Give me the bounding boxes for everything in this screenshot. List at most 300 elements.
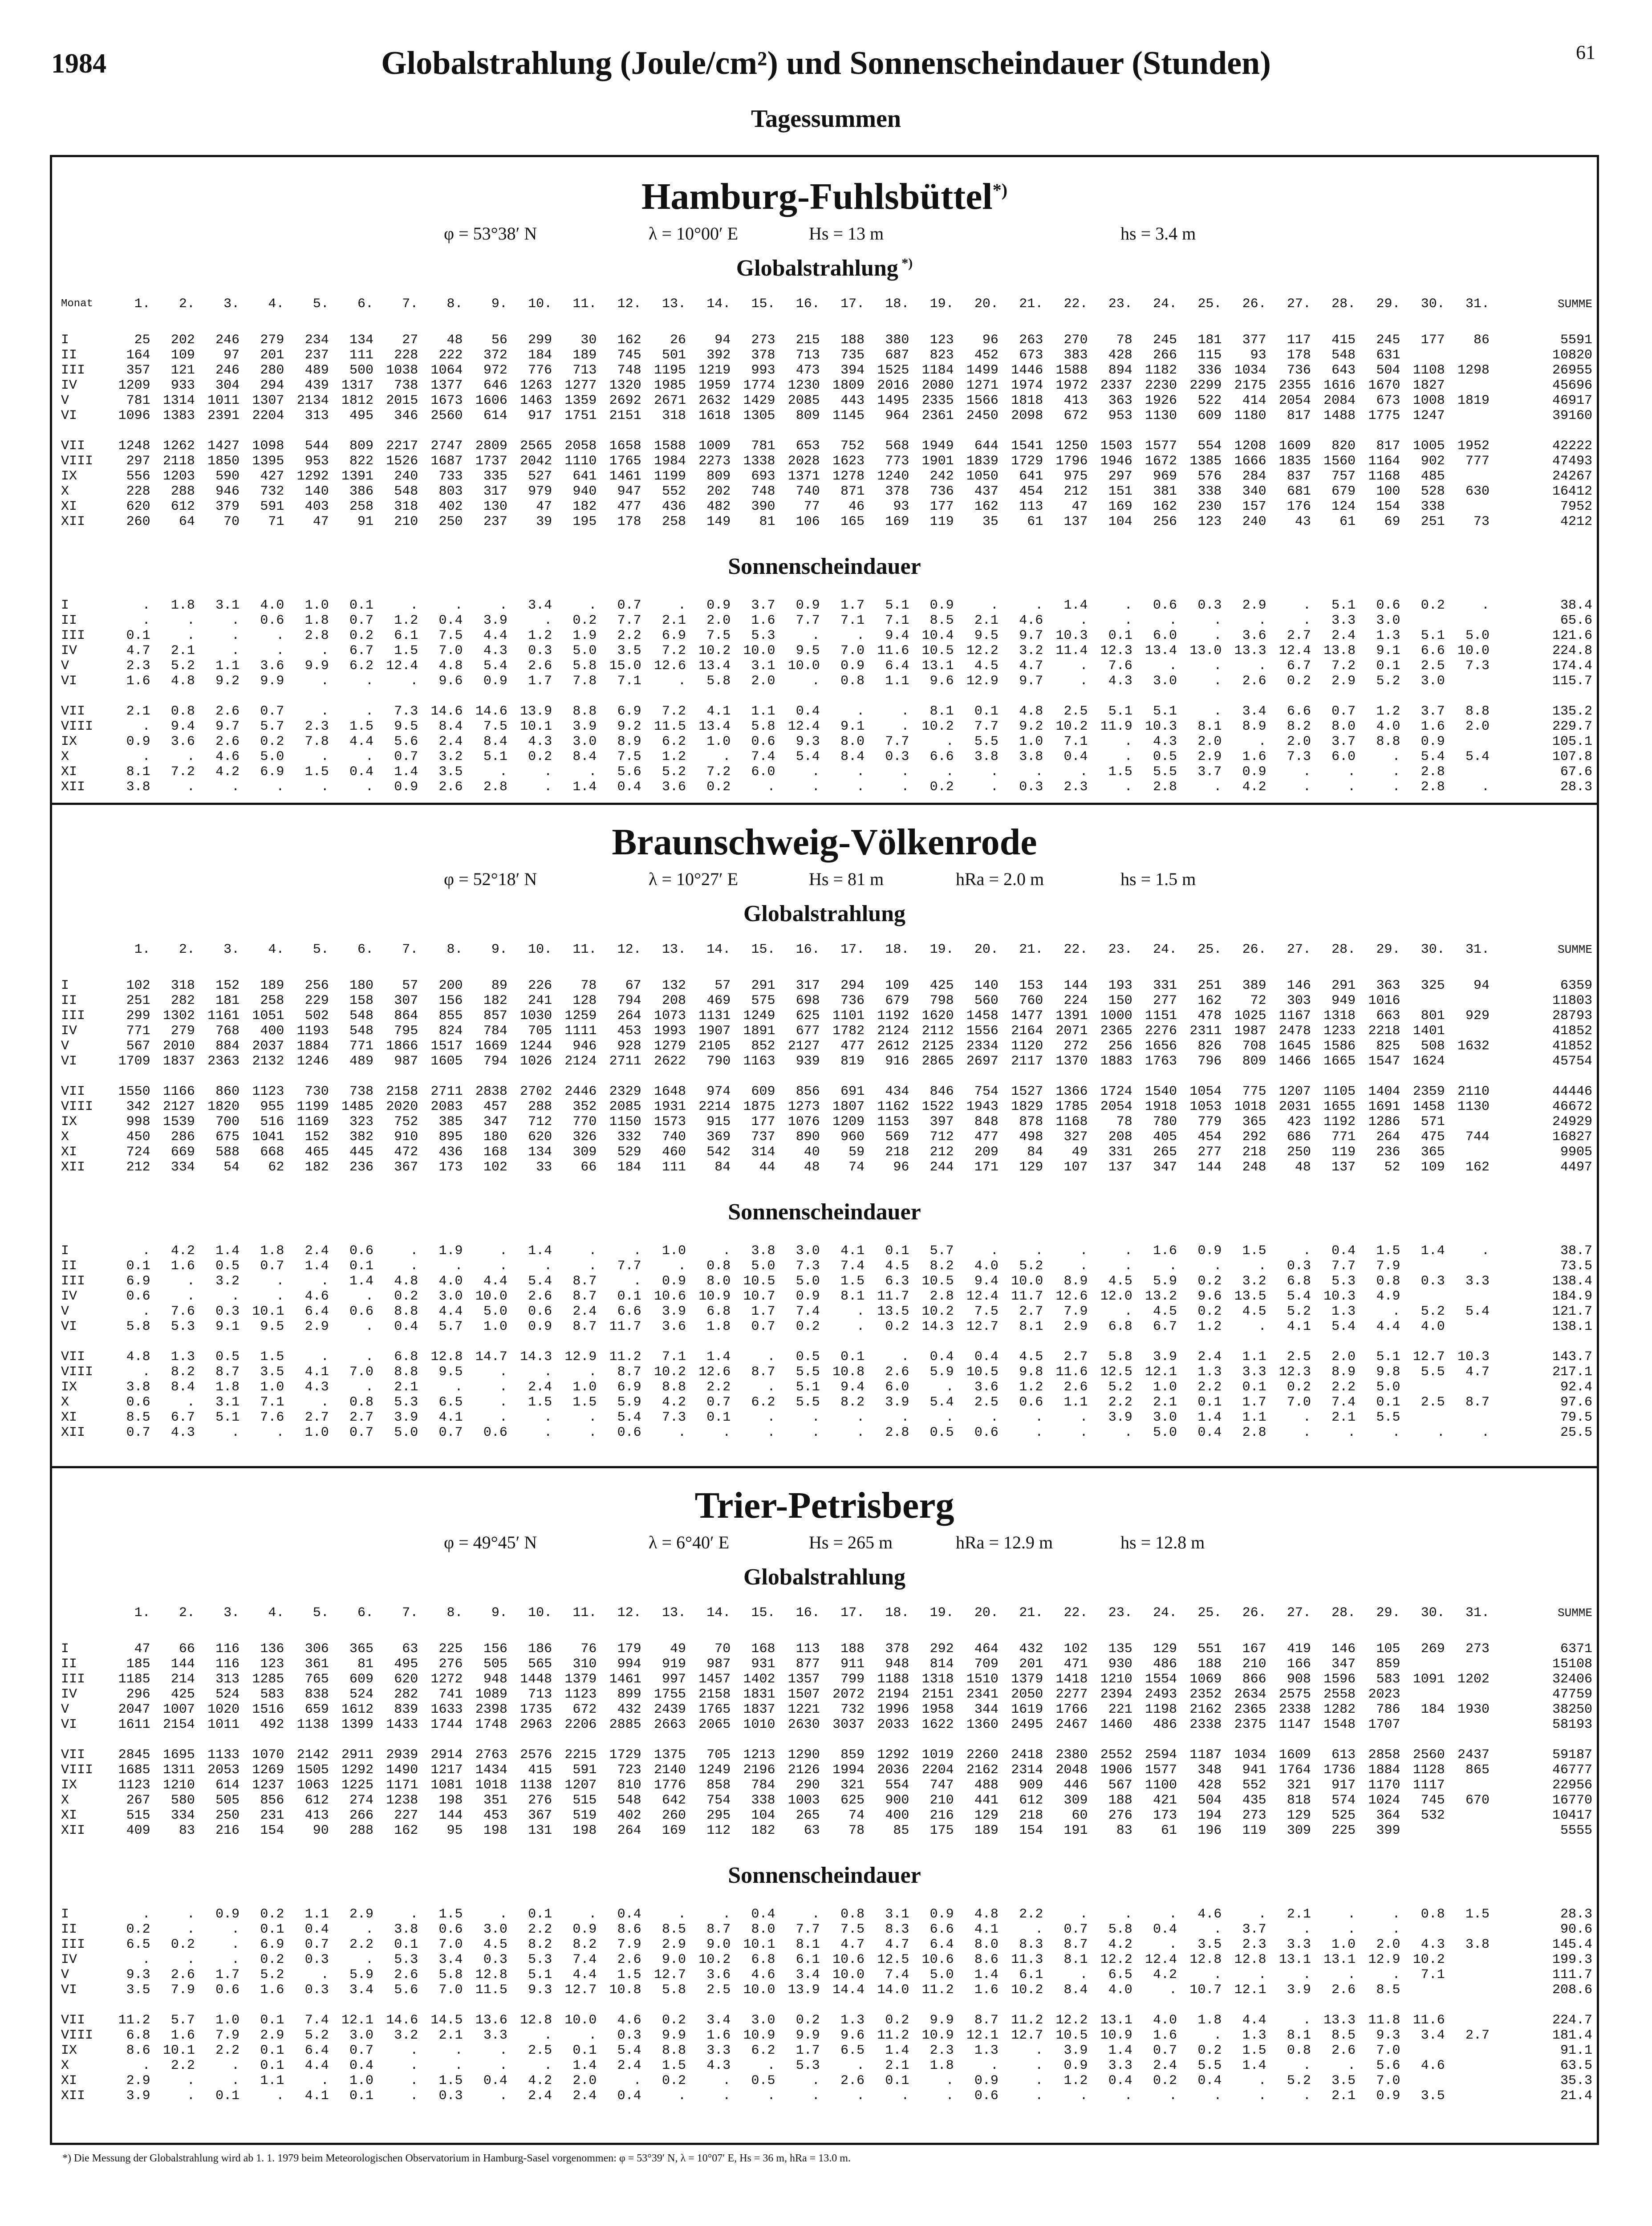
- day-value: 97: [223, 348, 240, 363]
- day-value: 49: [1072, 1145, 1088, 1160]
- day-value: .: [1214, 780, 1222, 795]
- day-value: 198: [438, 1793, 463, 1808]
- day-value: 4.2: [215, 764, 240, 780]
- day-value: 394: [840, 363, 865, 378]
- day-value: 505: [215, 1793, 240, 1808]
- day-value: 61: [1161, 1823, 1177, 1838]
- day-value: 0.9: [662, 1274, 686, 1289]
- day-value: 817: [1287, 408, 1311, 423]
- day-value: 8.7: [751, 1365, 775, 1380]
- day-value: 2.5: [528, 2043, 552, 2058]
- day-value: .: [365, 704, 373, 719]
- day-value: 182: [483, 993, 507, 1008]
- day-value: 501: [662, 348, 686, 363]
- day-value: 1.3: [974, 2043, 999, 2058]
- day-value: 0.1: [617, 1289, 641, 1304]
- day-value: .: [187, 1922, 195, 1937]
- day-value: 1008: [1413, 393, 1445, 408]
- day-column-header: 26.: [1242, 297, 1266, 312]
- day-value: 117: [1287, 333, 1311, 348]
- day-value: 2.3: [304, 719, 329, 734]
- day-value: [1400, 613, 1445, 628]
- day-value: 2020: [386, 1099, 418, 1114]
- day-value: 929: [1465, 1008, 1490, 1024]
- month-label: III: [61, 1008, 85, 1024]
- day-value: 291: [1331, 978, 1356, 993]
- day-value: 3.6: [260, 658, 284, 674]
- day-value: 10.2: [698, 1952, 731, 1967]
- day-value: 286: [170, 1129, 195, 1145]
- day-value: 1167: [1279, 1008, 1311, 1024]
- day-value: 137: [1063, 514, 1088, 529]
- day-value: 5.7: [260, 719, 284, 734]
- day-value: 5.7: [438, 1319, 463, 1334]
- day-value: 2134: [296, 393, 329, 408]
- day-value: 3.5: [1197, 1937, 1222, 1952]
- day-value: 13.9: [787, 1982, 820, 1998]
- day-value: 469: [706, 993, 731, 1008]
- day-value: 565: [528, 1657, 552, 1672]
- day-value: 2124: [564, 1054, 597, 1069]
- day-value: 5.5: [1197, 2058, 1222, 2073]
- month-label: XI: [61, 1808, 77, 1823]
- day-value: 0.4: [617, 2088, 641, 2104]
- day-value: 212: [1063, 484, 1088, 499]
- spacer-row: [57, 317, 1592, 333]
- table-row: [57, 1425, 1592, 1440]
- day-value: 2175: [1234, 378, 1266, 393]
- day-value: .: [1258, 1967, 1266, 1982]
- day-value: .: [990, 598, 999, 613]
- day-value: 809: [796, 408, 820, 423]
- day-value: 1246: [296, 1054, 329, 1069]
- day-value: 6.1: [394, 628, 418, 643]
- day-value: 1.3: [1331, 1304, 1356, 1319]
- day-value: 2.0: [1465, 719, 1490, 734]
- day-value: 210: [930, 1793, 954, 1808]
- day-value: 130: [483, 499, 507, 514]
- globalstrahlung-heading: Globalstrahlung: [743, 1564, 906, 1590]
- day-value: 273: [1242, 1808, 1266, 1823]
- day-value: 8.1: [126, 764, 150, 780]
- day-value: 1566: [966, 393, 999, 408]
- day-value: 113: [1019, 499, 1043, 514]
- day-value: .: [142, 1304, 150, 1319]
- day-value: 2575: [1279, 1687, 1311, 1702]
- day-value: .: [812, 764, 820, 780]
- table-row: [57, 734, 1592, 749]
- day-value: 6.6: [930, 749, 954, 764]
- day-value: 1766: [1055, 1702, 1088, 1717]
- day-value: 402: [438, 499, 463, 514]
- day-value: 0.9: [796, 1289, 820, 1304]
- day-value: 0.1: [215, 2088, 240, 2104]
- day-value: 0.6: [349, 1304, 373, 1319]
- day-value: [1445, 2043, 1490, 2058]
- day-value: 5.8: [751, 719, 775, 734]
- day-value: 2204: [921, 1763, 954, 1778]
- table-row: [57, 333, 1592, 348]
- day-value: 12.5: [877, 1952, 909, 1967]
- day-value: 2.0: [1376, 1937, 1400, 1952]
- day-value: 180: [483, 1129, 507, 1145]
- day-value: 5.4: [528, 1274, 552, 1289]
- day-value: 810: [617, 1778, 641, 1793]
- day-value: 0.9: [840, 658, 865, 674]
- coordinate-value: Hs = 265 m: [809, 1532, 893, 1552]
- month-label: II: [61, 348, 77, 363]
- day-value: 1.0: [304, 598, 329, 613]
- day-value: 2763: [475, 1747, 507, 1763]
- row-total: 224.8: [1552, 643, 1592, 658]
- day-value: .: [1124, 2088, 1132, 2104]
- day-value: .: [1124, 1243, 1132, 1259]
- day-value: 1399: [341, 1717, 373, 1732]
- day-value: .: [589, 2028, 597, 2043]
- day-value: 5.3: [528, 1952, 552, 1967]
- day-value: 162: [1197, 993, 1222, 1008]
- day-value: 9.5: [394, 719, 418, 734]
- day-value: 105: [1376, 1641, 1400, 1657]
- day-value: 457: [483, 1099, 507, 1114]
- day-value: 2439: [653, 1702, 686, 1717]
- summe-column-header: SUMME: [1557, 297, 1592, 311]
- day-value: 7.1: [662, 1349, 686, 1365]
- day-value: 2365: [1100, 1024, 1132, 1039]
- day-value: [1445, 1823, 1490, 1838]
- day-value: 709: [974, 1657, 999, 1672]
- day-value: 2.2: [528, 1922, 552, 1937]
- table-row: [57, 1054, 1592, 1069]
- day-value: 5.4: [930, 1395, 954, 1410]
- day-value: 1053: [1189, 1099, 1222, 1114]
- day-value: 915: [706, 1114, 731, 1129]
- day-value: 4.7: [885, 1937, 909, 1952]
- day-value: 12.9: [966, 674, 999, 689]
- day-value: 10.2: [921, 719, 954, 734]
- day-value: .: [1214, 674, 1222, 689]
- day-value: 0.1: [126, 1259, 150, 1274]
- day-column-header: 10.: [528, 1605, 552, 1621]
- day-value: 760: [1019, 993, 1043, 1008]
- day-value: 177: [930, 499, 954, 514]
- day-value: 5.2: [170, 658, 195, 674]
- day-value: 5.0: [483, 1304, 507, 1319]
- day-value: 1007: [162, 1702, 195, 1717]
- day-value: .: [1348, 1967, 1356, 1982]
- month-label: VI: [61, 1054, 77, 1069]
- day-value: [1445, 1319, 1490, 1334]
- day-value: .: [1258, 2073, 1266, 2088]
- day-column-header: 25.: [1197, 297, 1222, 312]
- day-value: 9.5: [974, 628, 999, 643]
- day-column-header: 8.: [446, 1605, 463, 1621]
- day-value: 2446: [564, 1084, 597, 1099]
- day-value: 1875: [743, 1099, 775, 1114]
- table-row: [57, 1967, 1592, 1982]
- day-value: 12.4: [966, 1289, 999, 1304]
- day-value: .: [365, 1289, 373, 1304]
- coordinate-value: hs = 12.8 m: [1120, 1532, 1205, 1552]
- day-value: 15.0: [609, 658, 641, 674]
- day-value: 1.8: [170, 598, 195, 613]
- day-value: 0.4: [1153, 1922, 1177, 1937]
- day-value: 12.7: [564, 1982, 597, 1998]
- day-value: 5.0: [394, 1425, 418, 1440]
- day-column-header: 1.: [134, 297, 150, 312]
- day-column-header: 16.: [796, 1605, 820, 1621]
- day-value: 76: [580, 1641, 597, 1657]
- day-value: 0.3: [617, 2028, 641, 2043]
- day-value: 265: [1153, 1145, 1177, 1160]
- day-value: 946: [215, 484, 240, 499]
- day-value: 2478: [1279, 1024, 1311, 1039]
- day-value: 8.4: [483, 734, 507, 749]
- day-value: 946: [572, 1039, 597, 1054]
- coordinate-value: φ = 52°18′ N: [444, 869, 537, 889]
- day-value: 129: [1019, 1160, 1043, 1175]
- day-value: 12.9: [1368, 1952, 1400, 1967]
- day-value: 1737: [475, 454, 507, 469]
- day-value: 1.6: [1242, 749, 1266, 764]
- day-value: 1622: [921, 1717, 954, 1732]
- day-value: 817: [1376, 439, 1400, 454]
- day-value: 1123: [118, 1778, 150, 1793]
- day-value: 1219: [698, 363, 731, 378]
- day-value: .: [499, 1907, 507, 1922]
- day-value: 2.6: [215, 704, 240, 719]
- day-value: .: [321, 674, 329, 689]
- day-value: 486: [1153, 1717, 1177, 1732]
- day-value: 8.8: [1376, 734, 1400, 749]
- day-value: 12.7: [966, 1319, 999, 1334]
- day-value: 4.3: [304, 1380, 329, 1395]
- day-value: 7.9: [617, 1937, 641, 1952]
- day-value: 884: [215, 1039, 240, 1054]
- day-value: 198: [572, 1823, 597, 1838]
- day-value: 0.4: [483, 2073, 507, 2088]
- day-value: 460: [662, 1145, 686, 1160]
- day-value: 246: [215, 363, 240, 378]
- day-value: 128: [572, 993, 597, 1008]
- day-value: 0.2: [796, 2013, 820, 2028]
- day-value: 57: [714, 978, 731, 993]
- day-value: 1446: [1011, 363, 1043, 378]
- row-total: 143.7: [1552, 1349, 1592, 1365]
- day-value: .: [1214, 2088, 1222, 2104]
- day-value: 11.8: [1368, 2013, 1400, 2028]
- day-value: .: [1080, 1259, 1088, 1274]
- day-value: 583: [260, 1687, 284, 1702]
- day-value: .: [321, 643, 329, 658]
- coordinate-value: hRa = 12.9 m: [956, 1532, 1053, 1552]
- day-value: 3.7: [1242, 1922, 1266, 1937]
- day-value: 2.9: [662, 1937, 686, 1952]
- day-value: .: [812, 2073, 820, 2088]
- row-total: 10417: [1552, 1808, 1592, 1823]
- day-value: 0.6: [974, 1425, 999, 1440]
- day-value: 3.4: [528, 598, 552, 613]
- day-value: 1.4: [1242, 2058, 1266, 2073]
- day-value: 8.7: [215, 1365, 240, 1380]
- day-value: 8.7: [572, 1274, 597, 1289]
- day-value: 296: [126, 1687, 150, 1702]
- day-value: 8.1: [1287, 2028, 1311, 2043]
- day-value: 1209: [832, 1114, 865, 1129]
- day-value: 78: [1116, 333, 1132, 348]
- day-value: 5.1: [1153, 704, 1177, 719]
- day-value: .: [1214, 628, 1222, 643]
- day-value: 332: [617, 1129, 641, 1145]
- day-column-header: 1.: [134, 942, 150, 957]
- day-value: 1.6: [1153, 2028, 1177, 2043]
- month-label: V: [61, 1967, 69, 1982]
- day-value: 780: [1153, 1114, 1177, 1129]
- table-row: [57, 764, 1592, 780]
- day-value: 3.8: [394, 1922, 418, 1937]
- day-value: 144: [1197, 1160, 1222, 1175]
- day-value: 46: [848, 499, 865, 514]
- day-value: 14.3: [520, 1349, 552, 1365]
- month-label: XII: [61, 1160, 85, 1175]
- day-value: 188: [1197, 1657, 1222, 1672]
- day-value: 6.7: [349, 643, 373, 658]
- day-value: .: [1482, 780, 1490, 795]
- day-value: 144: [1063, 978, 1088, 993]
- day-value: 1624: [1413, 1054, 1445, 1069]
- day-value: 1.8: [304, 613, 329, 628]
- day-value: 1958: [921, 1702, 954, 1717]
- day-value: 342: [126, 1099, 150, 1114]
- day-value: .: [1035, 2073, 1043, 2088]
- day-value: 3.6: [662, 780, 686, 795]
- day-value: 3.7: [1421, 704, 1445, 719]
- day-column-header: 9.: [491, 297, 507, 312]
- day-value: 5.0: [1153, 1425, 1177, 1440]
- day-value: .: [901, 1410, 909, 1425]
- day-value: .: [455, 598, 463, 613]
- day-value: 2218: [1368, 1024, 1400, 1039]
- day-value: 2.4: [572, 2088, 597, 2104]
- day-value: 59: [848, 1145, 865, 1160]
- day-value: 2594: [1145, 1747, 1177, 1763]
- day-value: 1209: [118, 378, 150, 393]
- day-value: 2.8: [1153, 780, 1177, 795]
- day-value: 1151: [1145, 1008, 1177, 1024]
- month-label: XI: [61, 1410, 77, 1425]
- day-value: .: [410, 2043, 418, 2058]
- day-value: [1445, 764, 1490, 780]
- day-value: 0.8: [840, 674, 865, 689]
- day-value: 8.2: [528, 1937, 552, 1952]
- day-value: 0.9: [706, 598, 731, 613]
- day-value: 928: [617, 1039, 641, 1054]
- table-row: [57, 1289, 1592, 1304]
- day-value: 184: [528, 348, 552, 363]
- day-value: 378: [751, 348, 775, 363]
- day-value: 1931: [653, 1099, 686, 1114]
- day-value: 409: [126, 1823, 150, 1838]
- day-value: 135: [1108, 1641, 1132, 1657]
- day-value: 641: [572, 469, 597, 484]
- day-value: .: [1303, 1410, 1311, 1425]
- day-value: [1445, 1145, 1490, 1160]
- day-value: 12.2: [1100, 1952, 1132, 1967]
- month-label: XII: [61, 1425, 85, 1440]
- day-value: 321: [1287, 1778, 1311, 1793]
- day-value: 6.9: [126, 1274, 150, 1289]
- day-value: 146: [1287, 978, 1311, 993]
- day-value: 2394: [1100, 1687, 1132, 1702]
- day-value: 1108: [1413, 363, 1445, 378]
- day-value: 250: [1287, 1145, 1311, 1160]
- day-value: 1835: [1279, 454, 1311, 469]
- day-value: 5.5: [1421, 1365, 1445, 1380]
- day-value: .: [455, 2058, 463, 2073]
- day-value: 11.2: [1011, 2013, 1043, 2028]
- day-value: 140: [974, 978, 999, 993]
- day-value: 1685: [118, 1763, 150, 1778]
- day-value: 972: [483, 363, 507, 378]
- day-value: 2.7: [349, 1410, 373, 1425]
- day-value: 106: [796, 514, 820, 529]
- day-value: .: [1214, 613, 1222, 628]
- day-value: [1400, 1410, 1445, 1425]
- day-value: 94: [1473, 978, 1490, 993]
- table-row: [57, 978, 1592, 993]
- month-label: VII: [61, 1084, 85, 1099]
- day-value: 1305: [743, 408, 775, 423]
- day-value: 1.4: [572, 780, 597, 795]
- day-value: 1457: [698, 1672, 731, 1687]
- day-value: 240: [1242, 514, 1266, 529]
- day-value: 2.3: [1242, 1937, 1266, 1952]
- day-value: 2671: [653, 393, 686, 408]
- day-value: 3.6: [706, 1967, 731, 1982]
- day-value: 0.4: [617, 1907, 641, 1922]
- day-column-header: 30.: [1421, 942, 1445, 957]
- day-value: 1278: [832, 469, 865, 484]
- day-value: 1673: [430, 393, 463, 408]
- day-value: .: [1035, 1410, 1043, 1425]
- day-value: 524: [215, 1687, 240, 1702]
- day-value: 2450: [966, 408, 999, 423]
- page-subtitle: Tagessummen: [751, 105, 901, 133]
- day-value: 917: [528, 408, 552, 423]
- day-value: [1445, 993, 1490, 1008]
- month-label: VI: [61, 1982, 77, 1998]
- day-value: 0.6: [1153, 598, 1177, 613]
- day-value: 953: [1108, 408, 1132, 423]
- day-value: 10.0: [1011, 1274, 1043, 1289]
- day-value: 1427: [207, 439, 240, 454]
- day-value: 216: [215, 1823, 240, 1838]
- day-value: 336: [1197, 363, 1222, 378]
- day-value: 1371: [787, 469, 820, 484]
- day-value: 273: [1465, 1641, 1490, 1657]
- day-value: .: [231, 1937, 240, 1952]
- day-value: 189: [572, 348, 597, 363]
- day-value: 6.5: [1108, 1967, 1132, 1982]
- day-value: 1616: [1323, 378, 1356, 393]
- day-value: 8.2: [1287, 719, 1311, 734]
- day-value: 1807: [832, 1099, 865, 1114]
- day-value: 795: [394, 1024, 418, 1039]
- day-value: .: [142, 1243, 150, 1259]
- day-value: .: [1080, 1243, 1088, 1259]
- day-value: 1.3: [1197, 1365, 1222, 1380]
- day-value: 4.4: [483, 628, 507, 643]
